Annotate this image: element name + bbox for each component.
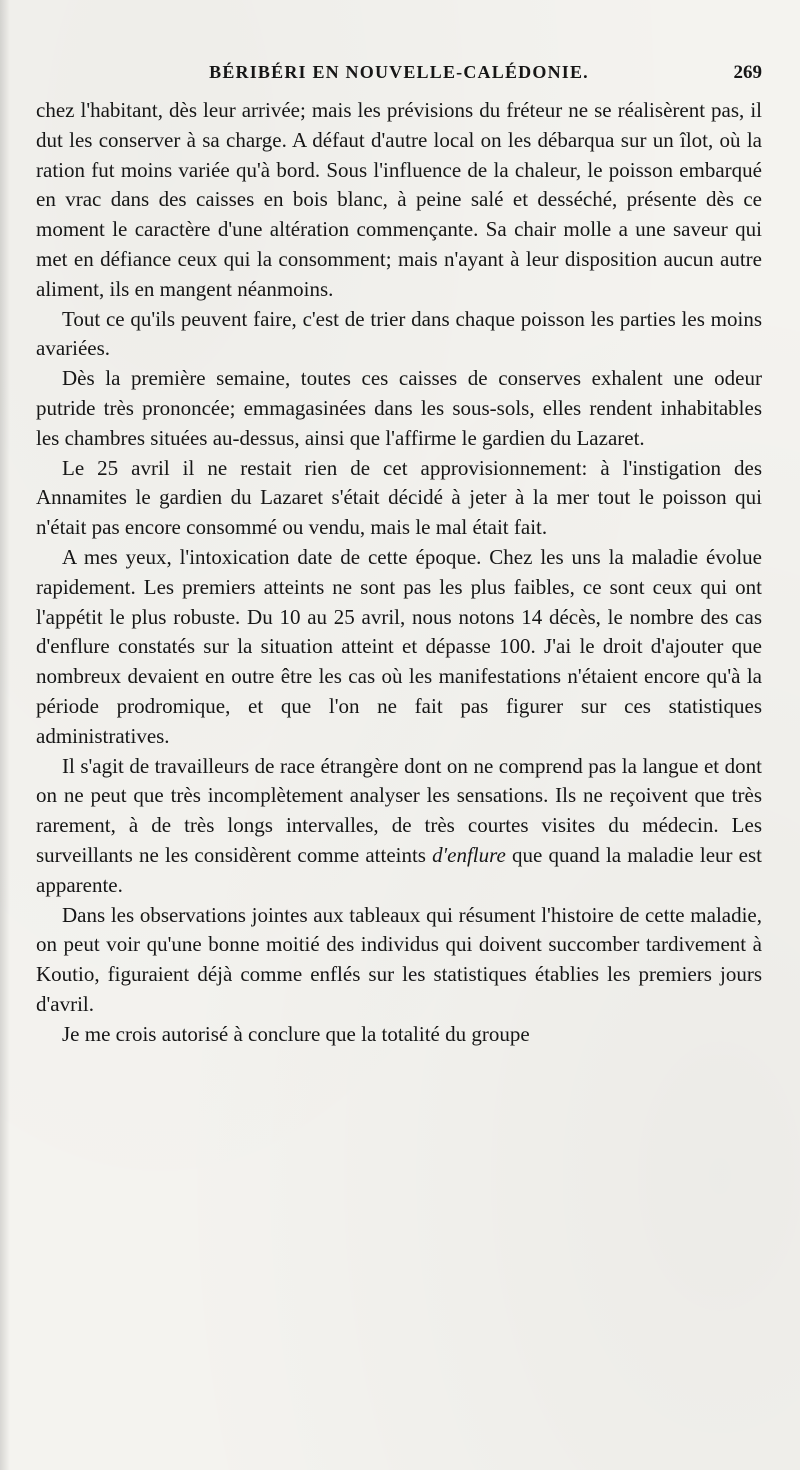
page-number: 269 <box>733 62 762 83</box>
binding-shadow <box>0 0 10 1470</box>
paragraph-7: Dans les observations jointes aux tableaux qui résument l'histoire de cette maladie, on peut voir qu'une bonne moitié des individus qui doivent succomber tardivement à Koutio, figuraient déjà comme enflés sur les statistiques établies les premiers jours d'avril. <box>36 902 762 1016</box>
paragraph-2: Tout ce qu'ils peuvent faire, c'est de trier dans chaque poisson les parties les moins avariées. <box>36 306 762 361</box>
body-text <box>36 96 762 1050</box>
paragraph-5: A mes yeux, l'intoxication date de cette époque. Chez les uns la maladie évolue rapidement. Les premiers atteints ne sont pas les plus faibles, ce sont ceux qui ont l'appétit le plus robuste. Du 10 au 25 avril, nous notons 14 décès, le nombre des cas d'enflure constatés sur la situation atteint et dépasse 100. J'ai le droit d'ajouter que nombreux devaient en outre être les cas où les manifestations n'étaient encore qu'à la période prodromique, et que l'on ne fait pas figurer sur ces statistiques administratives. <box>36 544 762 748</box>
paragraph-6-text-start: Il s'agit de travailleurs de race étrangère dont on ne comprend pas la langue et dont on ne peut que très incomplètement analyser les sensations. Ils ne reçoivent que très rarement, à de très longs intervalles, de très courtes visites du médecin. Les surveillants ne les considèrent comme atteints <box>36 753 762 867</box>
running-head <box>36 62 762 90</box>
paragraph-6-text-end: que quand la maladie leur est apparente. <box>36 842 762 897</box>
paragraph-8: Je me crois autorisé à conclure que la totalité du groupe <box>62 1021 530 1046</box>
paragraph-6-italic-term: d'enflure <box>432 842 506 867</box>
paragraph-1: chez l'habitant, dès leur arrivée; mais les prévisions du fréteur ne se réalisèrent pas, il dut les conserver à sa charge. A défaut d'autre local on les débarqua sur un îlot, où la ration fut moins variée qu'à bord. Sous l'influence de la chaleur, le poisson embarqué en vrac dans des caisses en bois blanc, à peine salé et desséché, présente dès ce moment le caractère d'une altération commençante. Sa chair molle a une saveur qui met en défiance ceux qui la consomment; mais n'ayant à leur disposition aucun autre aliment, ils en mangent néanmoins. <box>36 98 762 301</box>
paragraph-4: Le 25 avril il ne restait rien de cet approvisionnement: à l'instigation des Annamites le gardien du Lazaret s'était décidé à jeter à la mer tout le poisson qui n'était pas encore consommé ou vendu, mais le mal était fait. <box>36 455 762 540</box>
paragraph-6 <box>36 752 762 901</box>
running-title: BÉRIBÉRI EN NOUVELLE-CALÉDONIE. <box>209 62 589 82</box>
paragraph-3: Dès la première semaine, toutes ces caisses de conserves exhalent une odeur putride très prononcée; emmagasinées dans les sous-sols, elles rendent inhabitables les chambres situées au-dessus, ainsi que l'affirme le gardien du Lazaret. <box>36 366 762 450</box>
